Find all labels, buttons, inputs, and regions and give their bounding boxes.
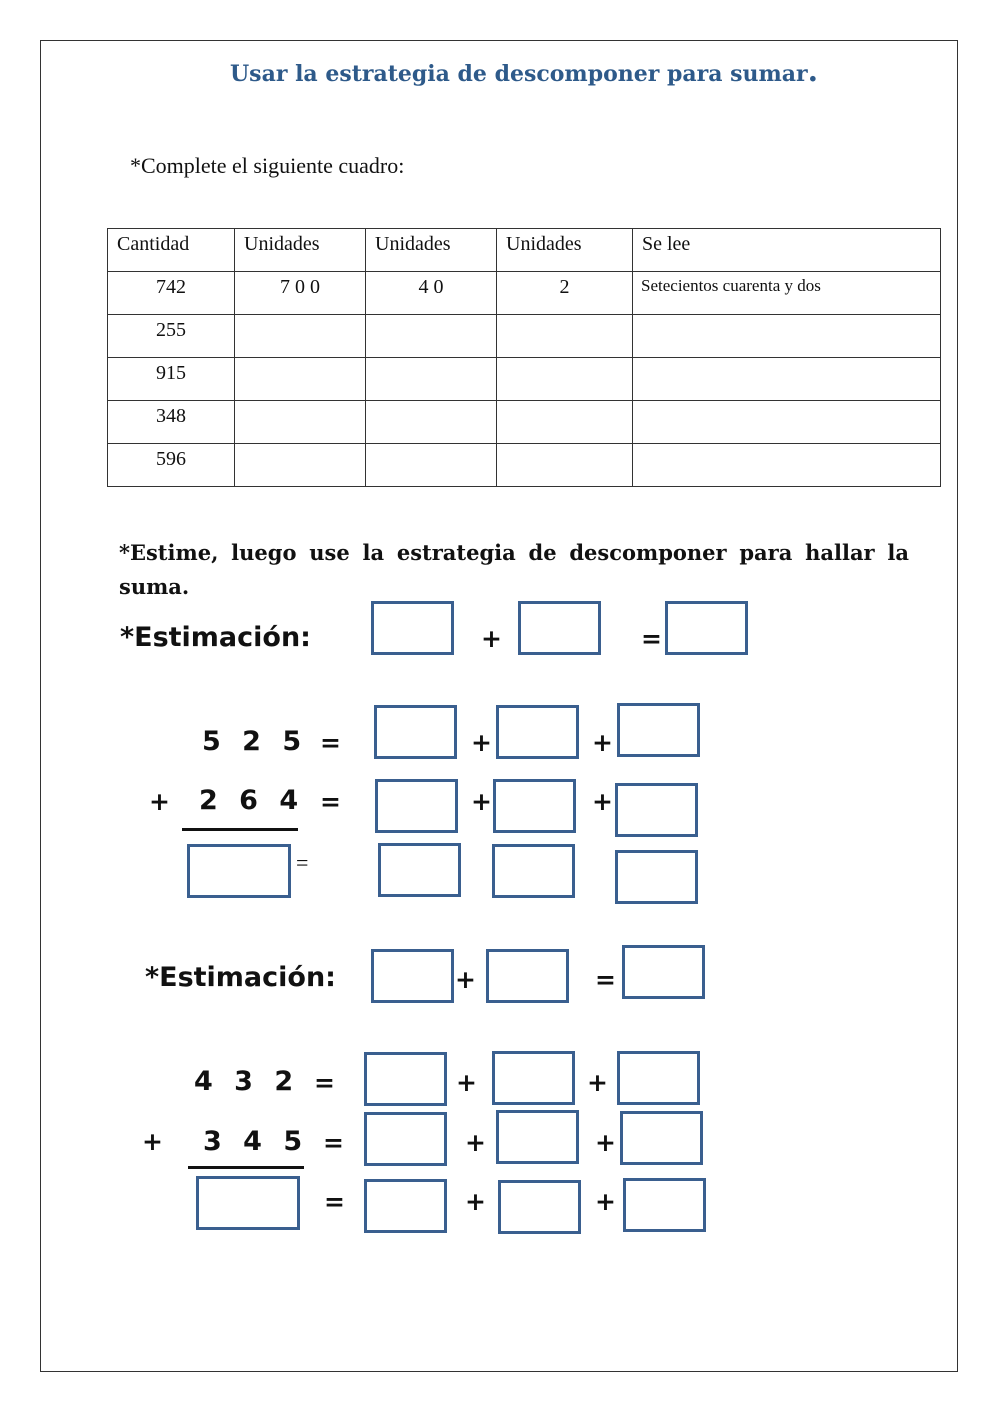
header-unidades-2: Unidades	[366, 229, 497, 272]
estimation-box[interactable]	[486, 949, 569, 1003]
equals-sign: =	[320, 787, 341, 816]
cell-tens[interactable]	[366, 444, 497, 487]
cell-reading[interactable]	[633, 358, 941, 401]
sum-instruction: *Estime, luego use la estrategia de descomponer para hallar la suma.	[119, 540, 909, 599]
estimation-result-box[interactable]	[622, 945, 705, 999]
hundreds-result-box[interactable]	[364, 1179, 447, 1233]
plus-sign: +	[465, 1187, 486, 1216]
plus-sign: +	[465, 1128, 486, 1157]
header-se-lee: Se lee	[633, 229, 941, 272]
table-row	[108, 272, 941, 315]
cell-hundreds[interactable]	[235, 444, 366, 487]
plus-sign: +	[595, 1128, 616, 1157]
hundreds-result-box[interactable]	[378, 843, 461, 897]
plus-sign: +	[456, 1068, 477, 1097]
cell-reading[interactable]	[633, 444, 941, 487]
table-header-row	[108, 229, 941, 272]
plus-sign: +	[149, 787, 170, 816]
addend-1: 5 2 5	[202, 726, 308, 757]
equals-sign: =	[296, 850, 309, 875]
addend-1: 4 3 2	[194, 1066, 300, 1097]
cell-tens[interactable]	[366, 401, 497, 444]
plus-sign: +	[142, 1127, 163, 1156]
estimation-box[interactable]	[518, 601, 601, 655]
page-title: Usar la estrategia de descomponer para sumar.	[230, 54, 819, 89]
cell-tens[interactable]: 4 0	[366, 272, 497, 315]
header-cantidad: Cantidad	[108, 229, 235, 272]
hundreds-box[interactable]	[375, 779, 458, 833]
ones-box[interactable]	[615, 783, 698, 837]
cell-quantity: 348	[108, 401, 235, 444]
plus-sign: +	[471, 787, 492, 816]
plus-sign: +	[592, 728, 613, 757]
plus-sign: +	[455, 965, 476, 994]
sum-line	[188, 1166, 304, 1169]
tens-result-box[interactable]	[498, 1180, 581, 1234]
equals-sign: =	[314, 1068, 335, 1097]
cell-hundreds[interactable]	[235, 315, 366, 358]
table-row	[108, 401, 941, 444]
header-unidades-3: Unidades	[497, 229, 633, 272]
equals-sign: =	[323, 1128, 344, 1157]
estimation-label-2: *Estimación:	[145, 962, 336, 993]
equals-sign: =	[595, 965, 616, 994]
estimation-box[interactable]	[371, 949, 454, 1003]
equals-sign: =	[641, 624, 662, 653]
plus-sign: +	[481, 624, 502, 653]
cell-hundreds[interactable]	[235, 401, 366, 444]
cell-hundreds[interactable]	[235, 358, 366, 401]
ones-box[interactable]	[617, 1051, 700, 1105]
ones-result-box[interactable]	[615, 850, 698, 904]
addend-2: 2 6 4	[199, 785, 305, 816]
cell-quantity: 915	[108, 358, 235, 401]
tens-result-box[interactable]	[492, 844, 575, 898]
sum-box[interactable]	[196, 1176, 300, 1230]
cell-reading[interactable]	[633, 315, 941, 358]
sum-box[interactable]	[187, 844, 291, 898]
plus-sign: +	[587, 1068, 608, 1097]
cell-reading[interactable]	[633, 401, 941, 444]
cell-quantity: 255	[108, 315, 235, 358]
table-row	[108, 444, 941, 487]
ones-result-box[interactable]	[623, 1178, 706, 1232]
ones-box[interactable]	[617, 703, 700, 757]
plus-sign: +	[592, 787, 613, 816]
equals-sign: =	[324, 1187, 345, 1216]
place-value-table	[107, 228, 941, 487]
plus-sign: +	[595, 1187, 616, 1216]
hundreds-box[interactable]	[364, 1052, 447, 1106]
tens-box[interactable]	[496, 1110, 579, 1164]
cell-tens[interactable]	[366, 358, 497, 401]
cell-tens[interactable]	[366, 315, 497, 358]
tens-box[interactable]	[493, 779, 576, 833]
table-row	[108, 315, 941, 358]
addend-2: 3 4 5	[203, 1126, 309, 1157]
header-unidades-1: Unidades	[235, 229, 366, 272]
cell-ones[interactable]: 2	[497, 272, 633, 315]
cell-ones[interactable]	[497, 444, 633, 487]
plus-sign: +	[471, 728, 492, 757]
cell-ones[interactable]	[497, 315, 633, 358]
cell-hundreds[interactable]: 7 0 0	[235, 272, 366, 315]
cell-quantity: 596	[108, 444, 235, 487]
tens-box[interactable]	[496, 705, 579, 759]
cell-ones[interactable]	[497, 358, 633, 401]
estimation-result-box[interactable]	[665, 601, 748, 655]
estimation-label-1: *Estimación:	[120, 622, 311, 653]
sum-line	[182, 828, 298, 831]
table-row	[108, 358, 941, 401]
hundreds-box[interactable]	[374, 705, 457, 759]
cell-quantity: 742	[108, 272, 235, 315]
ones-box[interactable]	[620, 1111, 703, 1165]
cell-reading[interactable]: Setecientos cuarenta y dos	[633, 272, 941, 315]
table-instruction: *Complete el siguiente cuadro:	[130, 153, 405, 178]
hundreds-box[interactable]	[364, 1112, 447, 1166]
tens-box[interactable]	[492, 1051, 575, 1105]
equals-sign: =	[320, 728, 341, 757]
cell-ones[interactable]	[497, 401, 633, 444]
estimation-box[interactable]	[371, 601, 454, 655]
